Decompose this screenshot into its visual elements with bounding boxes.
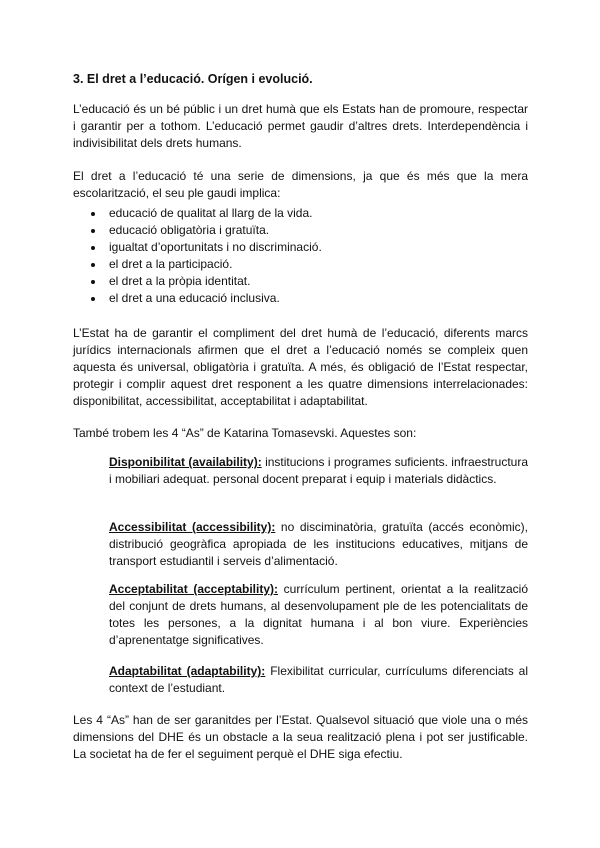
dimension-text: no disciminatòria, gratuïta (accés econòmic), distribució geogràfica apropiada de les institucions educatives, mitjans de transport estudiantil i serveis d’alimentació. (109, 520, 529, 568)
list-item (73, 222, 528, 239)
paragraph-intro: L’educació és un bé públic i un dret humà que els Estats han de promoure, respectar i garantir per a tothom. L’educació permet gaudir d’altres drets. Interdependència i indivisibilitat dels drets humans. (73, 102, 528, 150)
list-item-text: igualtat d’oportunitats i no discriminació. (109, 240, 322, 254)
bullet-icon (91, 229, 95, 233)
bullet-icon (91, 212, 95, 216)
dimension-text: currículum pertinent, orientat a la realització del conjunt de drets humans, al desenvolupament ple de les potencialitats de totes les persones, a la dignitat humana i al bon viure. Experiències d’aprenentatge significatives. (109, 582, 528, 647)
list-item (73, 205, 528, 222)
bullet-icon (91, 297, 95, 301)
dimension-term: Accessibilitat (accessibility): (109, 520, 276, 534)
paragraph-four-as: També trobem les 4 “As” de Katarina Tomasevski. Aquestes son: (73, 426, 417, 440)
list-item (73, 273, 528, 290)
list-item-text: el dret a una educació inclusiva. (109, 291, 280, 305)
paragraph-dimensions: El dret a l’educació té una serie de dimensions, ja que és més que la mera escolarització, el seu ple gaudi implica: (73, 169, 528, 200)
dimension-accessibility (109, 519, 528, 570)
list-item-text: el dret a la pròpia identitat. (109, 274, 251, 288)
bullet-icon (91, 246, 95, 250)
dimension-adaptability (109, 663, 528, 697)
list-item (73, 256, 528, 273)
paragraph-conclusion: Les 4 “As” han de ser garanitdes per l’Estat. Qualsevol situació que viole una o més dimensions del DHE és un obstacle a la seua realització plena i pot ser justificable. La societat ha de fer el seguiment perquè el DHE siga efectiu. (73, 713, 528, 761)
list-item (73, 290, 528, 307)
dimension-availability (109, 454, 528, 488)
bullet-icon (91, 263, 95, 267)
dimension-text: Flexibilitat curricular, currículums diferenciats al context de l’estudiant. (109, 664, 529, 695)
dimension-text: institucions i programes suficients. infraestructura i mobiliari adequat. personal docent preparat i equip i materials didàctics. (109, 455, 528, 486)
dimension-term: Adaptabilitat (adaptability): (109, 664, 266, 678)
bullet-icon (91, 280, 95, 284)
dimension-acceptability (109, 581, 528, 649)
paragraph-state: L’Estat ha de garantir el compliment del dret humà de l’educació, diferents marcs jurídics internacionals afirmen que el dret a l’educació només se compleix quen aquesta és universal, obligatòria i gratuïta. A més, és obligació de l’Estat respectar, protegir i complir aquest dret responent a les quatre dimensions interrelacionades: disponibilitat, accessibilitat, acceptabilitat i adaptabilitat. (73, 326, 528, 408)
bullet-list (73, 205, 528, 307)
list-item-text: educació de qualitat al llarg de la vida. (109, 206, 313, 220)
list-item-text: el dret a la participació. (109, 257, 233, 271)
dimension-term: Acceptabilitat (acceptability): (109, 582, 279, 596)
section-title: 3. El dret a l’educació. Orígen i evolució. (73, 72, 313, 86)
dimension-term: Disponibilitat (availability): (109, 455, 262, 469)
list-item-text: educació obligatòria i gratuïta. (109, 223, 270, 237)
list-item (73, 239, 528, 256)
